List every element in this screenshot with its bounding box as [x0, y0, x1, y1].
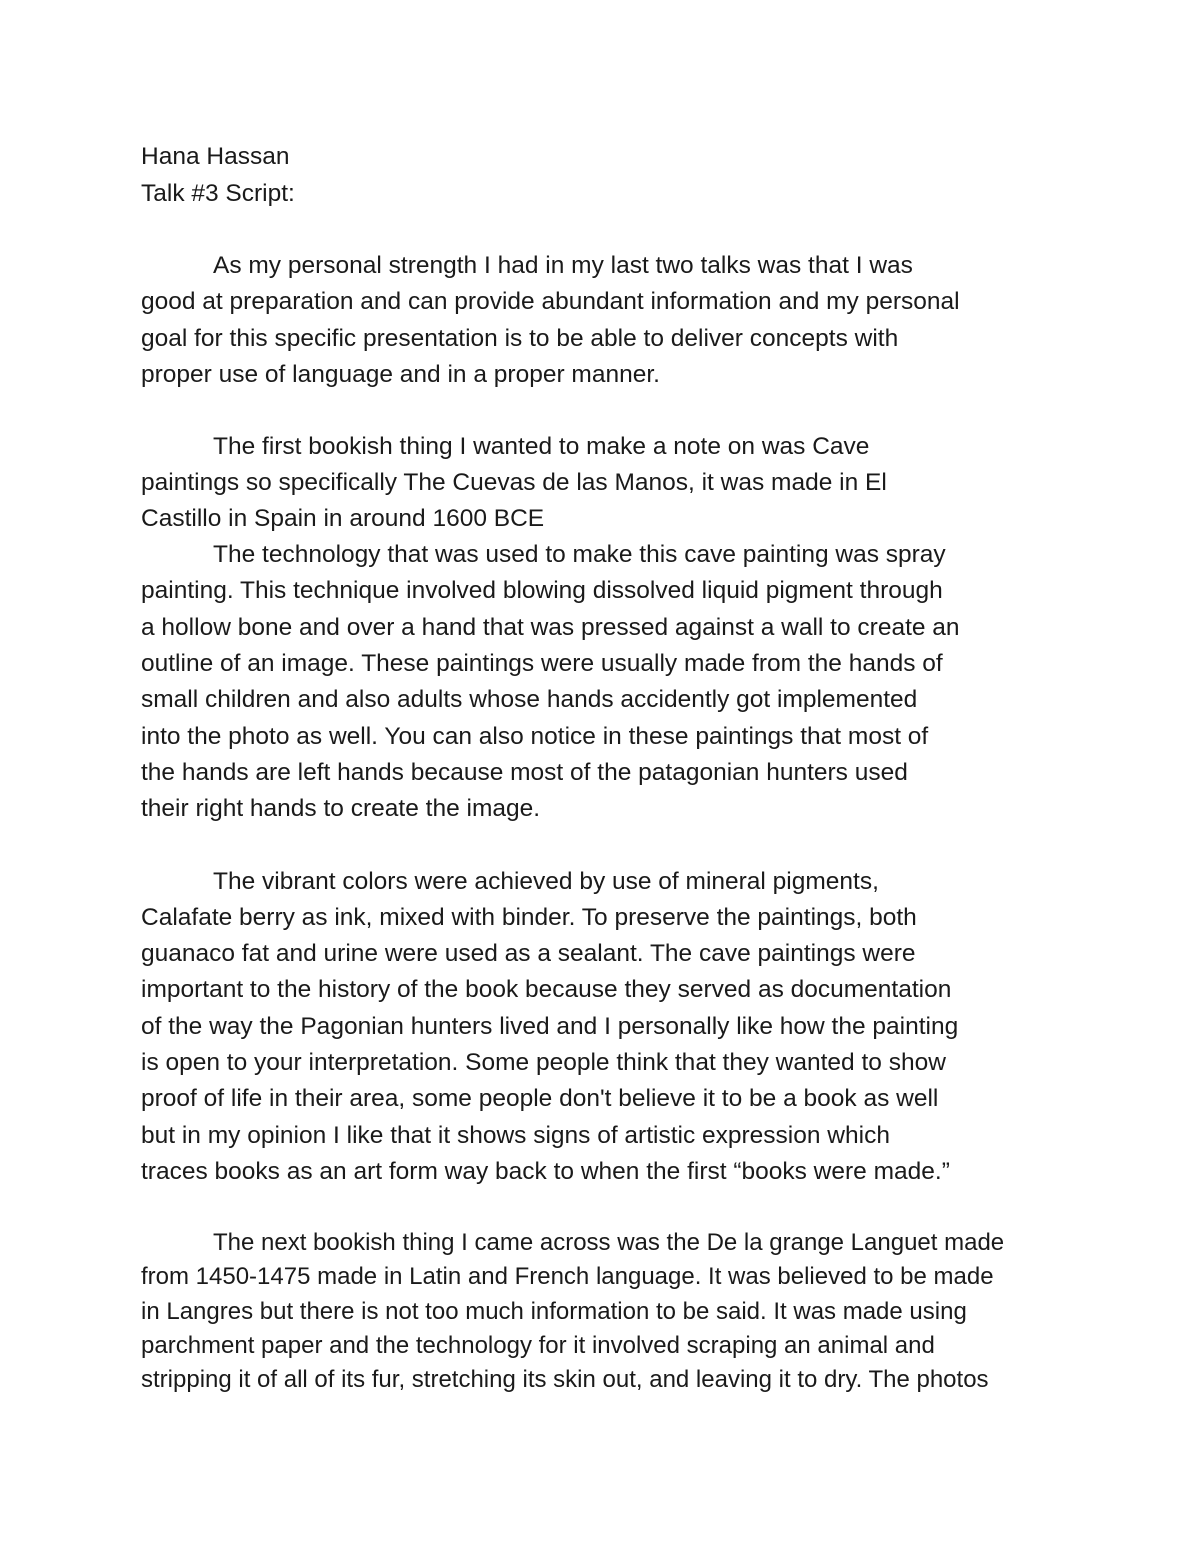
- paragraph-line: of the way the Pagonian hunters lived and I personally like how the painting: [141, 1012, 959, 1040]
- paragraph-line: Castillo in Spain in around 1600 BCE: [141, 505, 545, 533]
- paragraph-line: painting. This technique involved blowing dissolved liquid pigment through: [141, 577, 943, 605]
- blank-line: [141, 393, 1066, 429]
- paragraph-line: As my personal strength I had in my last two talks was that I was: [213, 252, 913, 279]
- paragraph-line: Calafate berry as ink, mixed with binder. To preserve the paintings, both: [141, 903, 917, 931]
- paragraph-line: The technology that was used to make this cave painting was spray: [213, 541, 946, 569]
- paragraph-line: paintings so specifically The Cuevas de las Manos, it was made in El: [141, 469, 887, 497]
- paragraph-line: but in my opinion I like that it shows signs of artistic expression which: [141, 1121, 890, 1149]
- paragraph-line: is open to your interpretation. Some people think that they wanted to show: [141, 1049, 946, 1077]
- author-name: Hana Hassan: [141, 143, 290, 170]
- paragraph-personal-strength: [141, 248, 1066, 393]
- paragraph-line: small children and also adults whose hands accidently got implemented: [141, 686, 918, 714]
- paragraph-line: guanaco fat and urine were used as a sealant. The cave paintings were: [141, 940, 916, 968]
- paragraph-de-la-grange-languet: [141, 1226, 1066, 1397]
- document-body: [141, 138, 1066, 1397]
- document-header: [141, 138, 1066, 212]
- paragraph-line: a hollow bone and over a hand that was pressed against a wall to create an: [141, 613, 960, 641]
- paragraph-line: stripping it of all of its fur, stretching its skin out, and leaving it to dry. The photos: [141, 1366, 989, 1394]
- paragraph-line: from 1450-1475 made in Latin and French language. It was believed to be made: [141, 1263, 994, 1291]
- document-title: Talk #3 Script:: [141, 180, 295, 207]
- paragraph-line: The vibrant colors were achieved by use of mineral pigments,: [213, 867, 879, 895]
- paragraph-line: parchment paper and the technology for it involved scraping an animal and: [141, 1331, 935, 1359]
- blank-line: [141, 1190, 1066, 1226]
- paragraph-cave-paintings: [141, 429, 1066, 537]
- paragraph-line: proof of life in their area, some people don't believe it to be a book as well: [141, 1085, 939, 1113]
- paragraph-line: goal for this specific presentation is to be able to deliver concepts with: [141, 324, 899, 352]
- paragraph-line: outline of an image. These paintings were usually made from the hands of: [141, 650, 943, 678]
- paragraph-line: proper use of language and in a proper manner.: [141, 360, 660, 388]
- paragraph-vibrant-colors: [141, 864, 1066, 1191]
- paragraph-line: good at preparation and can provide abundant information and my personal: [141, 288, 960, 316]
- paragraph-line: their right hands to create the image.: [141, 795, 541, 823]
- paragraph-line: The first bookish thing I wanted to make a note on was Cave: [213, 433, 870, 461]
- paragraph-line: the hands are left hands because most of the patagonian hunters used: [141, 758, 908, 786]
- paragraph-line: traces books as an art form way back to when the first “books were made.”: [141, 1157, 950, 1185]
- paragraph-line: The next bookish thing I came across was the De la grange Languet made: [213, 1229, 1005, 1257]
- paragraph-spray-technology: [141, 537, 1066, 827]
- blank-line: [141, 212, 1066, 248]
- paragraph-line: important to the history of the book because they served as documentation: [141, 976, 952, 1004]
- paragraph-line: in Langres but there is not too much information to be said. It was made using: [141, 1297, 967, 1325]
- paragraph-line: into the photo as well. You can also notice in these paintings that most of: [141, 722, 929, 750]
- blank-line: [141, 828, 1066, 864]
